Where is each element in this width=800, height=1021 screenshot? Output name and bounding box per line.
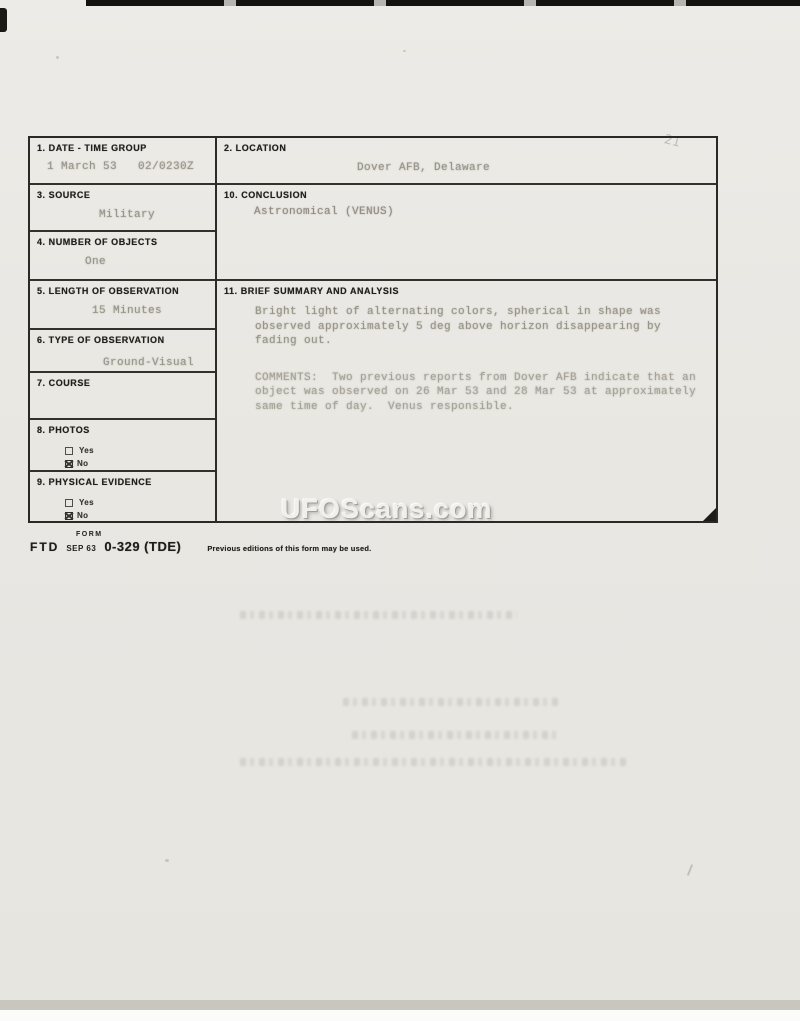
form-word: FORM	[76, 531, 103, 538]
form-number-line	[30, 539, 371, 554]
paper-speck	[165, 859, 169, 862]
scan-edge-artifact-left	[0, 8, 7, 32]
scan-edge-artifact-top	[86, 0, 800, 6]
summary-line: Bright light of alternating colors, spherical in shape was	[255, 306, 662, 318]
checkbox-label: Yes	[79, 446, 94, 455]
handwritten-pencil-note: 21	[662, 132, 683, 151]
bleed-through-text-line	[343, 698, 560, 706]
field-value: Military	[99, 209, 156, 221]
field-conclusion	[217, 185, 716, 281]
form-footnote: Previous editions of this form may be used.	[207, 544, 372, 553]
field-label: 5. LENGTH OF OBSERVATION	[37, 286, 180, 296]
checkbox-label: No	[77, 511, 89, 520]
paragraph-gap	[255, 349, 710, 371]
field-course	[30, 373, 215, 420]
summary-line: observed approximately 5 deg above horizon disappearing by	[255, 320, 662, 333]
field-label: 11. BRIEF SUMMARY AND ANALYSIS	[224, 286, 400, 296]
summary-line: COMMENTS: Two previous reports from Dover AFB indicate that an	[255, 371, 697, 384]
form-left-column	[30, 138, 217, 521]
checkbox-unchecked-icon	[65, 447, 73, 455]
checkbox-label: No	[77, 459, 89, 468]
field-value: Astronomical (VENUS)	[254, 206, 395, 218]
field-value: One	[85, 256, 107, 268]
field-number-of-objects	[30, 232, 215, 281]
field-label: 6. TYPE OF OBSERVATION	[37, 335, 165, 345]
paper-speck	[56, 56, 59, 59]
physical-evidence-yes-option	[65, 496, 209, 509]
checkbox-checked-icon	[65, 460, 73, 468]
checkbox-label: Yes	[79, 498, 94, 507]
ufoscans-watermark: UFOScans.com	[281, 494, 493, 524]
field-value: 1 March 53 02/0230Z	[47, 161, 195, 173]
bleed-through-text-line	[240, 611, 517, 619]
field-label: 3. SOURCE	[37, 190, 91, 200]
summary-line: fading out.	[255, 335, 333, 347]
scan-edge-band-bottom	[0, 1000, 800, 1010]
field-type-of-observation	[30, 330, 215, 373]
checkbox-unchecked-icon	[65, 499, 73, 507]
field-label: 1. DATE - TIME GROUP	[37, 143, 147, 153]
summary-line: object was observed on 26 Mar 53 and 28 Mar 53 at approximately	[255, 386, 697, 398]
field-label: 4. NUMBER OF OBJECTS	[37, 237, 158, 247]
field-length-of-observation	[30, 281, 215, 330]
field-date-time-group	[30, 138, 215, 185]
field-label: 10. CONCLUSION	[224, 190, 308, 200]
field-value: Ground-Visual	[103, 357, 195, 369]
scan-edge-white-bottom	[0, 1010, 800, 1021]
field-physical-evidence	[30, 472, 215, 521]
bleed-through-text-line	[352, 731, 557, 739]
field-label: 9. PHYSICAL EVIDENCE	[37, 477, 152, 487]
form-agency: FTD	[30, 540, 60, 554]
physical-evidence-no-option	[65, 509, 209, 522]
field-value: Dover AFB, Delaware	[357, 162, 491, 174]
ink-blot-corner	[703, 508, 716, 521]
field-label: 2. LOCATION	[224, 143, 287, 153]
bleed-through-text-line	[240, 758, 628, 766]
photos-no-option	[65, 457, 209, 470]
summary-text	[255, 305, 710, 414]
ufo-report-form-table	[28, 136, 718, 523]
field-label: 7. COURSE	[37, 378, 91, 388]
photos-yes-option	[65, 444, 209, 457]
form-edition-date: SEP 63	[66, 544, 97, 553]
paper-slash-mark	[687, 864, 693, 876]
field-location	[217, 138, 716, 185]
form-right-column	[217, 138, 716, 521]
summary-line: same time of day. Venus responsible.	[255, 400, 515, 413]
field-photos	[30, 420, 215, 472]
field-source	[30, 185, 215, 232]
paper-speck	[403, 50, 406, 52]
field-value: 15 Minutes	[92, 305, 163, 317]
form-number: 0-329 (TDE)	[104, 539, 182, 554]
checkbox-checked-icon	[65, 512, 73, 520]
field-label: 8. PHOTOS	[37, 425, 90, 435]
field-brief-summary	[217, 281, 716, 521]
